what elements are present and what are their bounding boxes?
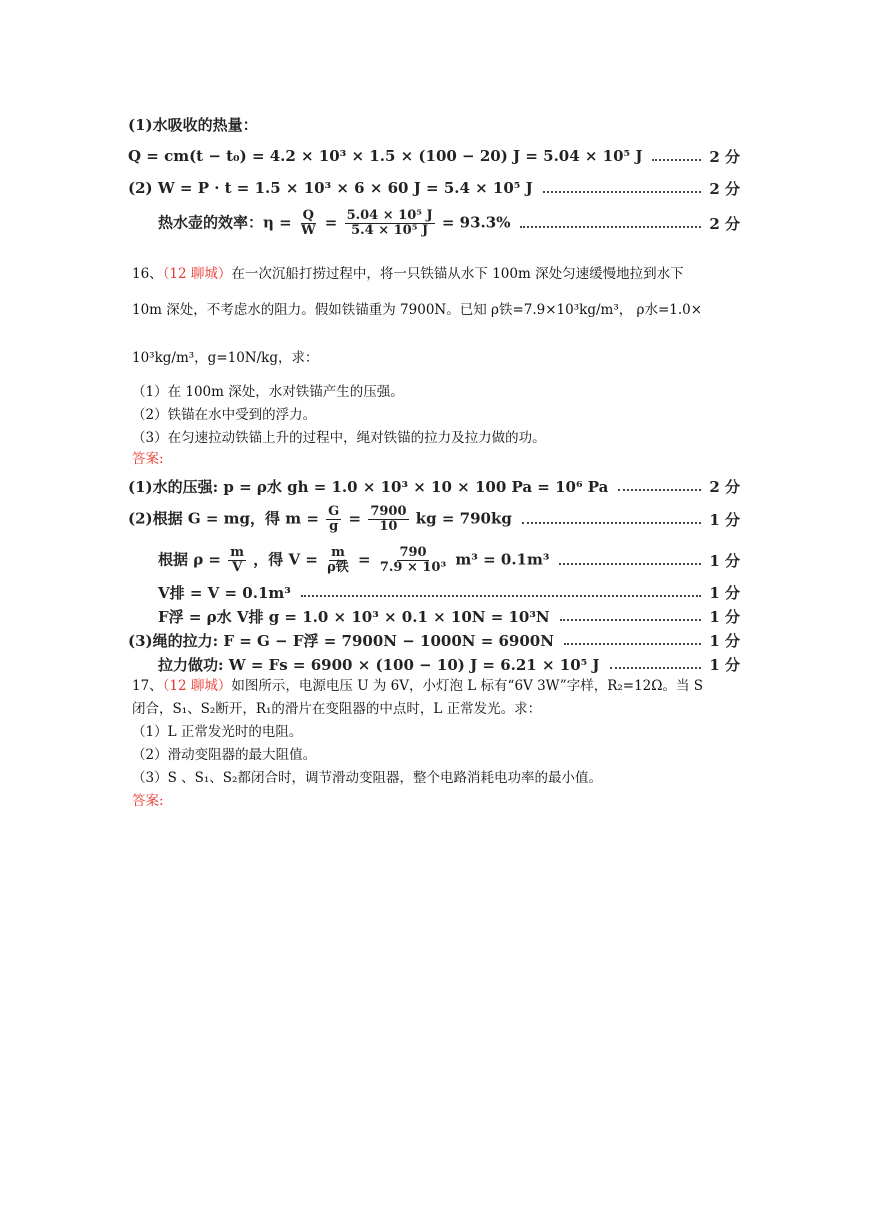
- denominator: W: [300, 222, 316, 238]
- answer-line: [128, 580, 740, 604]
- answer-label: 答案:: [132, 793, 164, 809]
- denominator: ρ铁: [327, 559, 349, 575]
- score-label: 1 分: [709, 631, 740, 650]
- numerator: G: [328, 503, 340, 519]
- answer-line: [128, 502, 740, 536]
- score-label: 1 分: [709, 655, 740, 674]
- answer-line: [128, 652, 740, 676]
- question-17-line-2: 闭合，S₁、S₂断开，R₁的滑片在变阻器的中点时，L 正常发光。求：: [132, 701, 542, 717]
- equation-text: 根据 ρ =: [158, 550, 221, 568]
- question-source: （12 聊城）: [162, 266, 232, 282]
- equation: 拉力做功: W = Fs = 6900 × (100 − 10) J = 6.21 × 10⁵ J: [158, 655, 600, 674]
- numerator: 790: [399, 544, 427, 560]
- equation: V排 = V = 0.1m³: [158, 583, 291, 602]
- question-17-sub-3: （3）S 、S₁、S₂都闭合时，调节滑动变阻器，整个电路消耗电功率的最小值。: [132, 770, 602, 786]
- question-text: 在一次沉船打捞过程中，将一只铁锚从水下 100m 深处匀速缓慢地拉到水下: [231, 266, 684, 282]
- score-label: 1 分: [709, 607, 740, 626]
- question-16-line-2: 10m 深处，不考虑水的阻力。假如铁锚重为 7900N。已知 ρ铁=7.9×10³kg/m³， ρ水=1.0×: [132, 302, 703, 318]
- denominator: 10: [379, 518, 398, 534]
- question-17-line-1: [132, 676, 703, 696]
- numerator: 7900: [370, 503, 407, 519]
- fraction: [378, 546, 448, 575]
- equation: [158, 546, 549, 575]
- equation: (1)水的压强: p = ρ水 gh = 1.0 × 10³ × 10 × 100 Pa = 10⁶ Pa: [128, 477, 609, 496]
- question-16-sub-2: （2）铁锚在水中受到的浮力。: [132, 407, 317, 423]
- question-text: 如图所示，电源电压 U 为 6V，小灯泡 L 标有“6V 3W”字样，R₂=12Ω。当 S: [231, 678, 704, 694]
- equation: F浮 = ρ水 V排 g = 1.0 × 10³ × 0.1 × 10N = 10³N: [158, 607, 550, 626]
- score-label: 2 分: [709, 179, 740, 198]
- leader-dots: [652, 159, 701, 161]
- score-label: 1 分: [709, 583, 740, 602]
- fraction: [345, 209, 435, 238]
- question-16-line-1: [132, 264, 684, 284]
- answer-label: 答案:: [132, 451, 164, 467]
- question-17-sub-1: （1）L 正常发光时的电阻。: [132, 724, 303, 740]
- score-label: 2 分: [709, 214, 740, 233]
- answer-line: [128, 604, 740, 628]
- equation-text: (2)根据 G = mg，得 m =: [128, 509, 319, 527]
- answer-heading: (1)水吸收的热量：: [128, 115, 258, 134]
- leader-dots: [522, 522, 702, 524]
- leader-dots: [610, 667, 702, 669]
- leader-dots: [560, 619, 702, 621]
- equation-text: kg = 790kg: [415, 509, 512, 527]
- fraction: [299, 209, 318, 238]
- denominator: 7.9 × 10³: [379, 559, 447, 575]
- numerator: 5.04 × 10⁵ J: [346, 207, 433, 223]
- question-16-sub-1: （1）在 100m 深处，水对铁锚产生的压强。: [132, 384, 404, 400]
- equation: 热水壶的效率：η = $\frac{Q}{W}$ = $\frac{\text{5.04 × 10⁵ J}}{\text{5.4 × 10⁵ J}}$ = 93.3%: [158, 207, 511, 238]
- question-source: （12 聊城）: [162, 678, 232, 694]
- equation: [128, 505, 512, 534]
- fraction: [368, 505, 408, 534]
- leader-dots: [520, 226, 701, 228]
- numerator: Q: [302, 207, 314, 223]
- numerator: m: [331, 544, 345, 560]
- answer-line: [128, 628, 740, 652]
- equation: Q = cm(t − t₀) = 4.2 × 10³ × 1.5 × (100 − 20) J = 5.04 × 10⁵ J: [128, 147, 643, 165]
- leader-dots: [301, 595, 701, 597]
- denominator: 5.4 × 10⁵ J: [351, 222, 429, 238]
- fraction: [325, 546, 351, 575]
- answer-line: [128, 144, 740, 168]
- equation-text: = 93.3%: [441, 213, 511, 231]
- fraction: [228, 546, 246, 575]
- answer-line: [128, 474, 740, 498]
- score-label: 1 分: [709, 551, 740, 570]
- question-number: 16、: [132, 266, 163, 282]
- score-label: 1 分: [709, 510, 740, 529]
- question-16-sub-3: （3）在匀速拉动铁锚上升的过程中，绳对铁锚的拉力及拉力做的功。: [132, 430, 546, 446]
- equation: (3)绳的拉力: F = G − F浮 = 7900N − 1000N = 6900N: [128, 631, 554, 650]
- fraction: [326, 505, 341, 534]
- answer-line: [128, 542, 740, 578]
- leader-dots: [543, 191, 702, 193]
- answer-line: [128, 206, 740, 240]
- equation-text: m³ = 0.1m³: [455, 550, 550, 568]
- denominator: V: [232, 559, 243, 575]
- equation-text: ，得 V =: [253, 550, 318, 568]
- numerator: m: [230, 544, 244, 560]
- denominator: g: [329, 518, 339, 534]
- answer-line: [128, 112, 740, 136]
- question-17-sub-2: （2）滑动变阻器的最大阻值。: [132, 747, 317, 763]
- question-number: 17、: [132, 678, 163, 694]
- score-label: 2 分: [709, 477, 740, 496]
- question-16-line-3: 10³kg/m³，g=10N/kg，求：: [132, 350, 319, 366]
- score-label: 2 分: [709, 147, 740, 166]
- answer-line: [128, 176, 740, 200]
- leader-dots: [618, 489, 701, 491]
- leader-dots: [564, 643, 701, 645]
- leader-dots: [559, 563, 701, 565]
- equation-text: =: [358, 550, 371, 568]
- equation-text: =: [348, 509, 362, 527]
- equation-text: 热水壶的效率：η =: [158, 213, 292, 231]
- equation: (2) W = P · t = 1.5 × 10³ × 6 × 60 J = 5.4 × 10⁵ J: [128, 179, 533, 197]
